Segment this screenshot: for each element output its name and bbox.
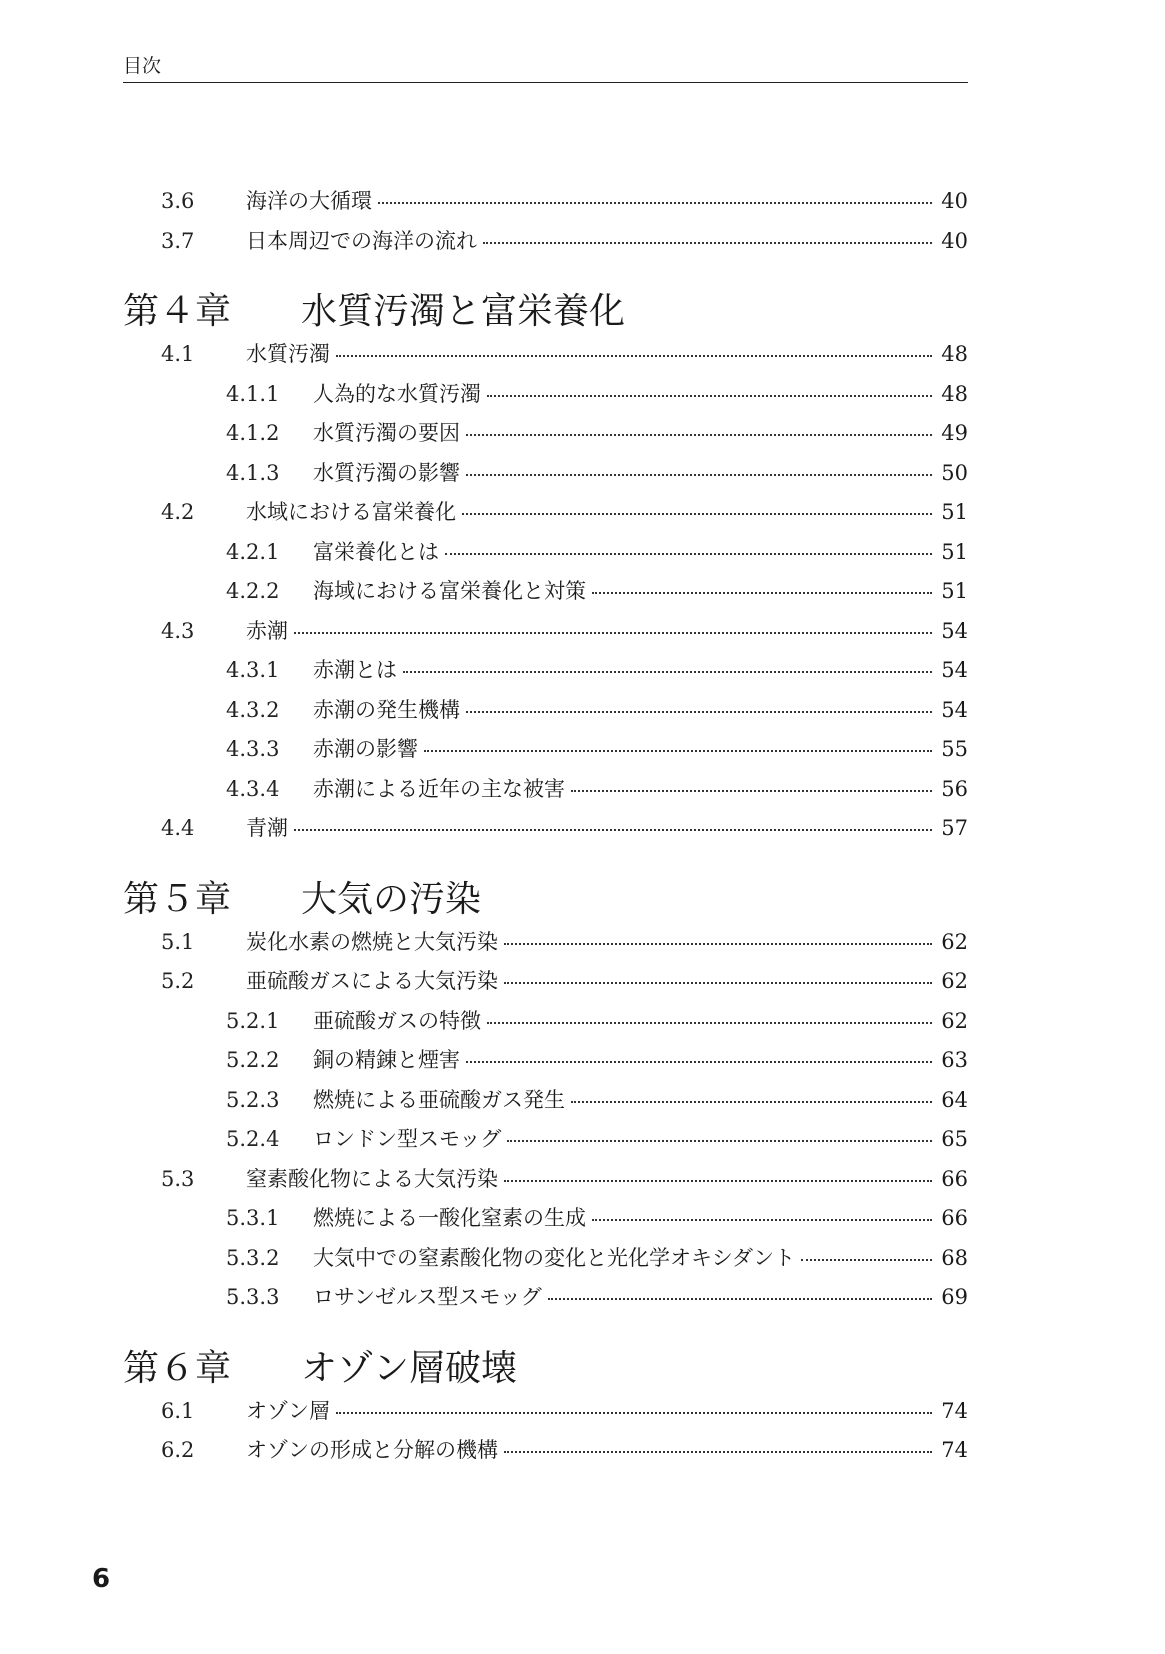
- page-number: 57: [941, 816, 968, 840]
- section-title: 水質汚濁: [246, 342, 330, 366]
- section-number: 4.2: [161, 500, 195, 524]
- page-number: 48: [941, 381, 968, 406]
- page-number: 55: [941, 737, 968, 761]
- toc-entry[interactable]: [123, 809, 968, 849]
- section-title: 日本周辺での海洋の流れ: [246, 228, 477, 253]
- section-title: 赤潮: [246, 618, 288, 643]
- section-title: 赤潮の発生機構: [313, 697, 460, 722]
- section-number: 5.1: [161, 929, 195, 954]
- toc-entry[interactable]: [123, 1081, 968, 1121]
- section-number: 4.2.2: [226, 579, 280, 603]
- dot-leader: [403, 670, 932, 673]
- chapter-heading[interactable]: [123, 877, 968, 923]
- dot-leader: [466, 433, 932, 436]
- dot-leader: [483, 241, 932, 244]
- section-title: 海域における富栄養化と対策: [313, 579, 586, 603]
- page-number: 64: [941, 1087, 968, 1112]
- toc-entry[interactable]: [123, 1041, 968, 1081]
- chapter-label: 第５章: [123, 878, 232, 920]
- dot-leader: [445, 552, 932, 555]
- section-number: 4.3.3: [226, 737, 280, 761]
- section-title: オゾン層: [246, 1398, 330, 1423]
- dot-leader: [571, 1100, 932, 1103]
- page-number: 40: [941, 228, 968, 253]
- dot-leader: [336, 1411, 932, 1414]
- section-title: 赤潮による近年の主な被害: [313, 776, 565, 801]
- page-number: 48: [941, 342, 968, 366]
- section-number: 5.3: [161, 1166, 195, 1191]
- page-number: 40: [941, 189, 968, 213]
- section-number: 4.3.2: [226, 697, 280, 722]
- section-title: 亜硫酸ガスの特徴: [313, 1008, 481, 1033]
- page-number: 62: [941, 1008, 968, 1033]
- section-number: 4.1: [161, 342, 195, 366]
- section-title: 水域における富栄養化: [246, 500, 456, 524]
- toc-entry[interactable]: [123, 962, 968, 1002]
- toc-entry[interactable]: [123, 1199, 968, 1239]
- dot-leader: [504, 1450, 932, 1453]
- dot-leader: [504, 942, 932, 945]
- section-number: 3.7: [161, 228, 195, 253]
- dot-leader: [466, 710, 932, 713]
- toc-entry[interactable]: [123, 730, 968, 770]
- dot-leader: [504, 981, 932, 984]
- running-head: 目次: [123, 52, 968, 83]
- section-number: 5.2.2: [226, 1048, 280, 1072]
- page-number: 56: [941, 776, 968, 801]
- dot-leader: [294, 631, 932, 634]
- toc-entry[interactable]: [123, 651, 968, 691]
- section-number: 5.3.3: [226, 1285, 280, 1309]
- section-title: 赤潮の影響: [313, 737, 418, 761]
- section-number: 6.2: [161, 1438, 195, 1462]
- dot-leader: [424, 749, 932, 752]
- section-title: 青潮: [246, 816, 288, 840]
- dot-leader: [336, 354, 932, 357]
- section-number: 4.4: [161, 816, 195, 840]
- section-number: 4.1.3: [226, 460, 280, 485]
- section-title: 赤潮とは: [313, 658, 397, 682]
- section-title: 燃焼による亜硫酸ガス発生: [313, 1087, 565, 1112]
- page-number: 69: [941, 1285, 968, 1309]
- section-number: 5.3.2: [226, 1245, 280, 1270]
- toc-entry[interactable]: [123, 691, 968, 731]
- section-title: 海洋の大循環: [246, 189, 372, 213]
- section-title: 大気中での窒素酸化物の変化と光化学オキシダント: [313, 1245, 796, 1270]
- dot-leader: [462, 512, 932, 515]
- toc-entry[interactable]: [123, 454, 968, 494]
- toc-entry[interactable]: [123, 335, 968, 375]
- chapter-title: オゾン層破壊: [301, 1347, 518, 1389]
- dot-leader: [571, 789, 932, 792]
- toc-entry[interactable]: [123, 493, 968, 533]
- page-number: 62: [941, 929, 968, 954]
- page-number: 68: [941, 1245, 968, 1270]
- page-number: 65: [941, 1127, 968, 1151]
- toc-entry[interactable]: [123, 1431, 968, 1471]
- toc-entry[interactable]: [123, 612, 968, 652]
- toc-entry[interactable]: [123, 1160, 968, 1200]
- toc-entry[interactable]: [123, 222, 968, 262]
- dot-leader: [487, 394, 932, 397]
- toc-entry[interactable]: [123, 1002, 968, 1042]
- chapter-label: 第４章: [123, 291, 232, 332]
- section-number: 4.3: [161, 618, 195, 643]
- dot-leader: [466, 473, 932, 476]
- section-title: 人為的な水質汚濁: [313, 381, 481, 406]
- section-number: 4.1.2: [226, 421, 280, 445]
- page-number: 51: [941, 539, 968, 564]
- section-number: 4.2.1: [226, 539, 280, 564]
- section-title: 水質汚濁の影響: [313, 460, 460, 485]
- dot-leader: [548, 1297, 932, 1300]
- page-number: 63: [941, 1048, 968, 1072]
- toc-entry[interactable]: [123, 1278, 968, 1318]
- dot-leader: [592, 1218, 932, 1221]
- page-number: 50: [941, 460, 968, 485]
- page-number: 74: [941, 1438, 968, 1462]
- section-title: 炭化水素の燃焼と大気汚染: [246, 929, 498, 954]
- toc-entry[interactable]: [123, 414, 968, 454]
- section-title: 水質汚濁の要因: [313, 421, 460, 445]
- page-number: 51: [941, 500, 968, 524]
- section-number: 4.3.4: [226, 776, 280, 801]
- chapter-heading[interactable]: [123, 289, 968, 335]
- toc-entry[interactable]: [123, 572, 968, 612]
- toc-entry[interactable]: [123, 375, 968, 415]
- toc-entry[interactable]: [123, 1239, 968, 1279]
- chapter-list: [123, 289, 968, 1471]
- dot-leader: [507, 1139, 932, 1142]
- toc-entry[interactable]: [123, 182, 968, 222]
- section-number: 4.3.1: [226, 658, 280, 682]
- toc-entry[interactable]: [123, 923, 968, 963]
- toc-entry[interactable]: [123, 533, 968, 573]
- section-title: 窒素酸化物による大気汚染: [246, 1166, 498, 1191]
- dot-leader: [504, 1179, 932, 1182]
- chapter-heading[interactable]: [123, 1346, 968, 1392]
- page-number: 51: [941, 579, 968, 603]
- section-title: オゾンの形成と分解の機構: [246, 1438, 498, 1462]
- section-number: 5.2.1: [226, 1008, 280, 1033]
- section-title: 燃焼による一酸化窒素の生成: [313, 1206, 586, 1230]
- chapter-label: 第６章: [123, 1347, 232, 1389]
- dot-leader: [294, 828, 932, 831]
- page-number: 74: [941, 1398, 968, 1423]
- dot-leader: [801, 1258, 932, 1261]
- dot-leader: [466, 1060, 932, 1063]
- page-number: 62: [941, 969, 968, 993]
- dot-leader: [592, 591, 932, 594]
- section-number: 6.1: [161, 1398, 195, 1423]
- folio-page-number: 6: [92, 1564, 111, 1594]
- section-title: 富栄養化とは: [313, 539, 439, 564]
- section-number: 5.2: [161, 969, 195, 993]
- toc-entry[interactable]: [123, 1392, 968, 1432]
- dot-leader: [487, 1021, 932, 1024]
- chapter-title: 水質汚濁と富栄養化: [301, 291, 626, 332]
- section-number: 4.1.1: [226, 381, 280, 406]
- section-title: ロンドン型スモッグ: [313, 1127, 502, 1151]
- page-number: 54: [941, 618, 968, 643]
- table-of-contents: [123, 182, 968, 1471]
- section-number: 5.2.4: [226, 1127, 280, 1151]
- page-number: 66: [941, 1166, 968, 1191]
- page-number: 54: [941, 697, 968, 722]
- section-title: 亜硫酸ガスによる大気汚染: [246, 969, 498, 993]
- section-title: ロサンゼルス型スモッグ: [313, 1285, 542, 1309]
- page-number: 66: [941, 1206, 968, 1230]
- toc-entry[interactable]: [123, 1120, 968, 1160]
- section-title: 銅の精錬と煙害: [313, 1048, 460, 1072]
- chapter-title: 大気の汚染: [301, 878, 482, 920]
- toc-entry[interactable]: [123, 770, 968, 810]
- dot-leader: [378, 201, 932, 204]
- section-number: 5.2.3: [226, 1087, 280, 1112]
- section-number: 5.3.1: [226, 1206, 280, 1230]
- section-number: 3.6: [161, 189, 195, 213]
- page-number: 49: [941, 421, 968, 445]
- page-number: 54: [941, 658, 968, 682]
